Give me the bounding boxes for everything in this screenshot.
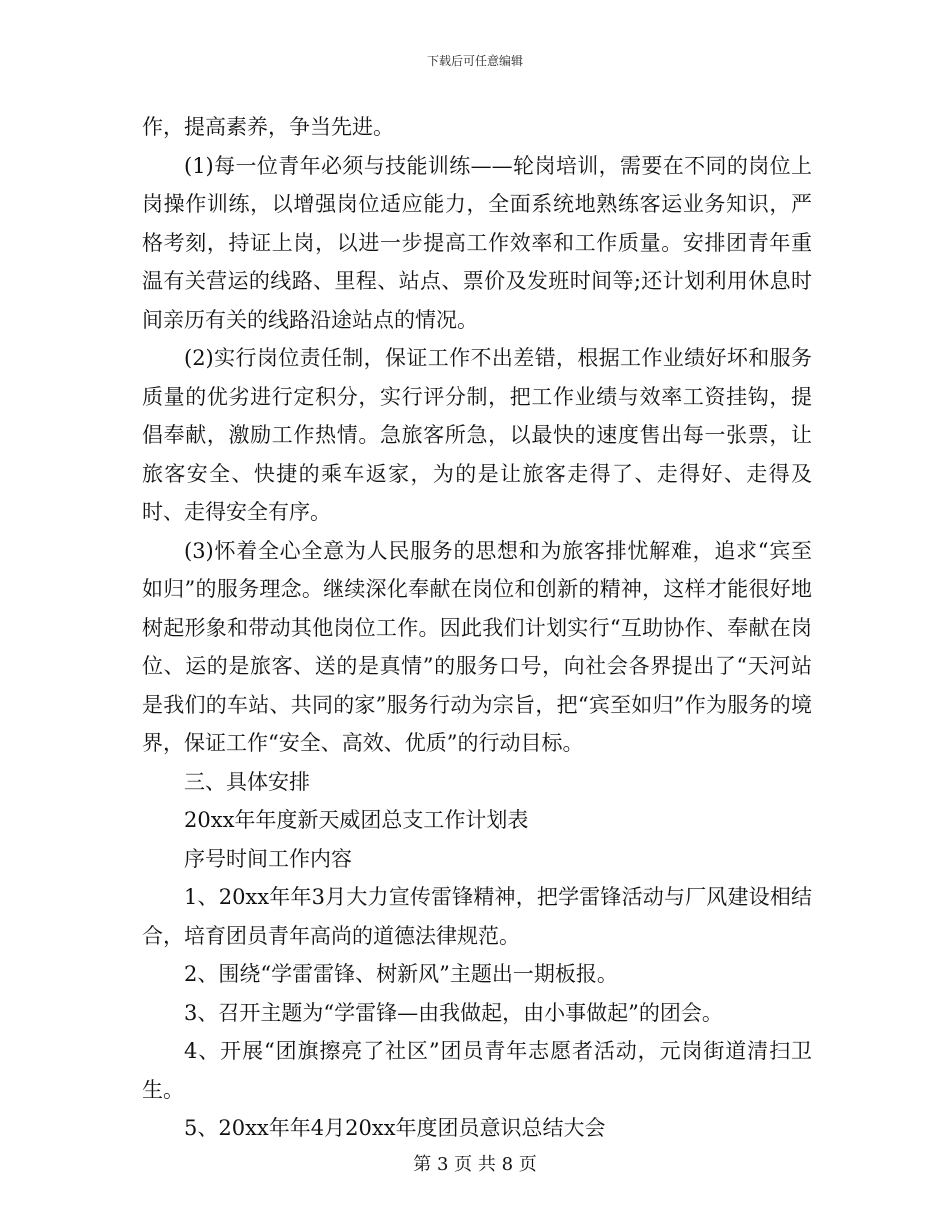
plan-entry-3: 3、召开主题为“学雷锋—由我做起，由小事做起”的团会。 bbox=[184, 1000, 723, 1025]
paragraph-item-1: (1)每一位青年必须与技能训练——轮岗培训，需要在不同的岗位上岗操作训练，以增强岗位适应能力，全面系统地熟练客运业务知识，严格考刻，持证上岗，以进一步提高工作效率和工作质量。安排团青年重温有关营运的线路、里程、站点、票价及发班时间等;还计划利用休息时间亲历有关的线路沿途站点的情况。 bbox=[142, 153, 812, 332]
plan-entry-4: 4、开展“团旗擦亮了社区”团员青年志愿者活动，元岗街道清扫卫生。 bbox=[142, 1039, 812, 1102]
paragraph-continuation: 作，提高素养，争当先进。 bbox=[142, 115, 394, 139]
plan-entry-2: 2、围绕“学雷雷锋、树新风”主题出一期板报。 bbox=[184, 962, 618, 986]
paragraph-item-3: (3)怀着全心全意为人民服务的思想和为旅客排忧解难，追求“宾至如归”的服务理念。继续深化奉献在岗位和创新的精神，这样才能很好地树起形象和带动其他岗位工作。因此我们计划实行“互助协作、奉献在岗位、运的是旅客、送的是真情”的服务口号，向社会各界提出了“天河站是我们的车站、共同的家”服务行动为宗旨，把“宾至如归”作为服务的境界，保证工作“安全、高效、优质”的行动目标。 bbox=[142, 538, 812, 755]
plan-entry-1: 1、20xx年年3月大力宣传雷锋精神，把学雷锋活动与厂风建设相结合，培育团员青年高尚的道德法律规范。 bbox=[142, 885, 812, 948]
page-header-note: 下载后可任意编辑 bbox=[426, 54, 523, 68]
plan-table-title: 20xx年年度新天威团总支工作计划表 bbox=[184, 808, 529, 832]
document-body bbox=[142, 108, 812, 1148]
page-number-footer: 第 3 页 共 8 页 bbox=[413, 1154, 537, 1175]
section-heading: 三、具体安排 bbox=[184, 769, 310, 794]
paragraph-item-2: (2)实行岗位责任制，保证工作不出差错，根据工作业绩好坏和服务质量的优劣进行定积分，实行评分制，把工作业绩与效率工资挂钩，提倡奉献，激励工作热情。急旅客所急，以最快的速度售出每一张票，让旅客安全、快捷的乘车返家，为的是让旅客走得了、走得好、走得及时、走得安全有序。 bbox=[142, 346, 812, 524]
plan-entry-5: 5、20xx年年4月20xx年度团员意识总结大会 bbox=[184, 1116, 606, 1140]
plan-table-header: 序号时间工作内容 bbox=[184, 846, 352, 871]
